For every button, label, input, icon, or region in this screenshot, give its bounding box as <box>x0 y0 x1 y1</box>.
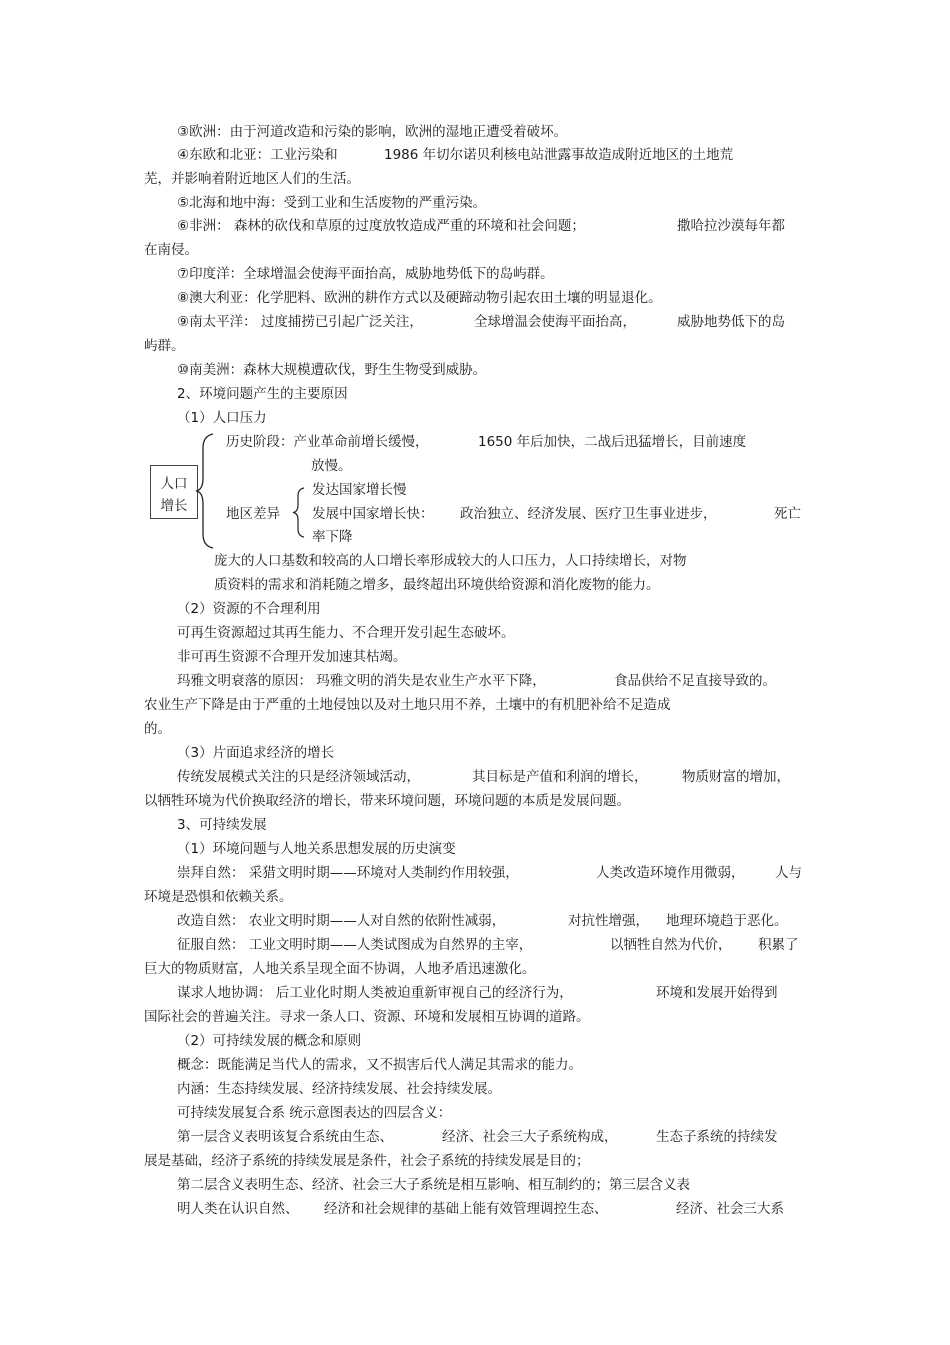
text-line: 全球增温会使海平面抬高， <box>474 314 636 330</box>
text-line: 经济、社会三大系 <box>676 1201 784 1217</box>
box-label-line1: 人口 <box>160 476 188 492</box>
text-line: 其目标是产值和利润的增长， <box>472 769 648 785</box>
subsection-heading: （1）环境问题与人地关系思想发展的历史演变 <box>177 841 456 857</box>
text-line: 展是基础，经济子系统的持续发展是条件，社会子系统的持续发展是目的； <box>144 1153 590 1169</box>
text-line: 谋求人地协调： 后工业化时期人类被迫重新审视自己的经济行为， <box>177 985 573 1001</box>
text-line: 政治独立、经济发展、医疗卫生事业进步， <box>460 506 717 522</box>
text-line: ⑧澳大利亚：化学肥料、欧洲的耕作方式以及硬蹄动物引起农田土壤的明显退化。 <box>177 290 662 306</box>
text-line: 环境和发展开始得到 <box>656 985 778 1001</box>
text-line: 可再生资源超过其再生能力、不合理开发引起生态破坏。 <box>177 625 515 641</box>
text-line: 发达国家增长慢 <box>312 482 407 498</box>
box-label-line2: 增长 <box>160 498 188 514</box>
text-line: 率下降 <box>312 529 353 545</box>
text-line: 传统发展模式关注的只是经济领域活动， <box>177 769 420 785</box>
text-line: 概念：既能满足当代人的需求，又不损害后代人满足其需求的能力。 <box>177 1057 582 1073</box>
text-line: 非可再生资源不合理开发加速其枯竭。 <box>177 649 407 665</box>
text-line: 生态子系统的持续发 <box>656 1129 778 1145</box>
text-line: 人类改造环境作用微弱， <box>596 865 745 881</box>
text-line: 地理环境趋于恶化。 <box>666 913 788 929</box>
text-line: 人与 <box>775 865 802 881</box>
text-line: 庞大的人口基数和较高的人口增长率形成较大的人口压力，人口持续增长，对物 <box>214 553 687 569</box>
text-line: ⑨南太平洋： 过度捕捞已引起广泛关注， <box>177 314 423 330</box>
text-line: 征服自然： 工业文明时期——人类试图成为自然界的主宰， <box>177 937 533 953</box>
text-line: 环境是恐惧和依赖关系。 <box>144 889 293 905</box>
text-line: 巨大的物质财富，人地关系呈现全面不协调，人地矛盾迅速激化。 <box>144 961 536 977</box>
subsection-heading: （1）人口压力 <box>177 410 267 426</box>
text-line: 历史阶段：产业革命前增长缓慢， <box>226 434 429 450</box>
text-line: 可持续发展复合系 统示意图表达的四层含义： <box>177 1105 452 1121</box>
subsection-heading: （2）可持续发展的概念和原则 <box>177 1033 362 1049</box>
text-line: 撒哈拉沙漠每年都 <box>677 218 785 234</box>
text-line: ⑦印度洋：全球增温会使海平面抬高，威胁地势低下的岛屿群。 <box>177 266 554 282</box>
text-line: 第一层含义表明该复合系统由生态、 <box>177 1129 393 1145</box>
text-line: ⑩南美洲：森林大规模遭砍伐，野生生物受到威胁。 <box>177 362 487 378</box>
text-line: 积累了 <box>758 937 799 953</box>
text-line: 玛雅文明衰落的原因： 玛雅文明的消失是农业生产水平下降， <box>177 673 546 689</box>
subsection-heading: （2）资源的不合理利用 <box>177 601 321 617</box>
section-heading: 2、环境问题产生的主要原因 <box>177 386 348 402</box>
text-line: 国际社会的普遍关注。寻求一条人口、资源、环境和发展相互协调的道路。 <box>144 1009 590 1025</box>
text-line: 屿群。 <box>144 338 185 354</box>
large-brace <box>196 434 213 548</box>
text-line: 崇拜自然： 采猎文明时期——环境对人类制约作用较强， <box>177 865 519 881</box>
text-line: 芜，并影响着附近地区人们的生活。 <box>144 171 360 187</box>
text-line: 威胁地势低下的岛 <box>677 314 785 330</box>
text-line: ④东欧和北亚：工业污染和 <box>177 147 338 163</box>
text-line: 地区差异 <box>226 506 280 522</box>
text-line: 改造自然： 农业文明时期——人对自然的依附性减弱， <box>177 913 506 929</box>
text-line: 农业生产下降是由于严重的土地侵蚀以及对土地只用不养，土壤中的有机肥补给不足造成 <box>144 697 671 713</box>
text-line: 在南侵。 <box>144 242 198 258</box>
text-line: ⑤北海和地中海：受到工业和生活废物的严重污染。 <box>177 195 487 211</box>
subsection-heading: （3）片面追求经济的增长 <box>177 745 335 761</box>
text-line: ⑥非洲： 森林的砍伐和草原的过度放牧造成严重的环境和社会问题； <box>177 218 585 234</box>
text-line: 物质财富的增加， <box>682 769 790 785</box>
text-line: 放慢。 <box>311 458 352 474</box>
text-line: 死亡 <box>774 506 801 522</box>
text-line: 对抗性增强， <box>568 913 649 929</box>
text-line: 以牺牲自然为代价， <box>610 937 732 953</box>
text-line: 第二层含义表明生态、经济、社会三大子系统是相互影响、相互制约的；第三层含义表 <box>177 1177 690 1193</box>
text-line: 发展中国家增长快： <box>312 506 434 522</box>
text-line: 内涵：生态持续发展、经济持续发展、社会持续发展。 <box>177 1081 501 1097</box>
small-brace <box>293 488 304 537</box>
text-line: 以牺牲环境为代价换取经济的增长，带来环境问题，环境问题的本质是发展问题。 <box>144 793 630 809</box>
section-heading: 3、可持续发展 <box>177 817 267 833</box>
text-line: 质资料的需求和消耗随之增多，最终超出环境供给资源和消化废物的能力。 <box>214 577 660 593</box>
text-line: ③欧洲：由于河道改造和污染的影响，欧洲的湿地正遭受着破坏。 <box>177 124 568 140</box>
text-line: 的。 <box>144 721 171 737</box>
text-line: 1650 年后加快，二战后迅猛增长，目前速度 <box>478 434 747 450</box>
text-line: 1986 年切尔诺贝利核电站泄露事故造成附近地区的土地荒 <box>384 147 734 163</box>
text-line: 明人类在认识自然、 <box>177 1201 299 1217</box>
text-line: 食品供给不足直接导致的。 <box>614 673 776 689</box>
text-line: 经济、社会三大子系统构成， <box>442 1129 618 1145</box>
text-line: 经济和社会规律的基础上能有效管理调控生态、 <box>324 1201 608 1217</box>
